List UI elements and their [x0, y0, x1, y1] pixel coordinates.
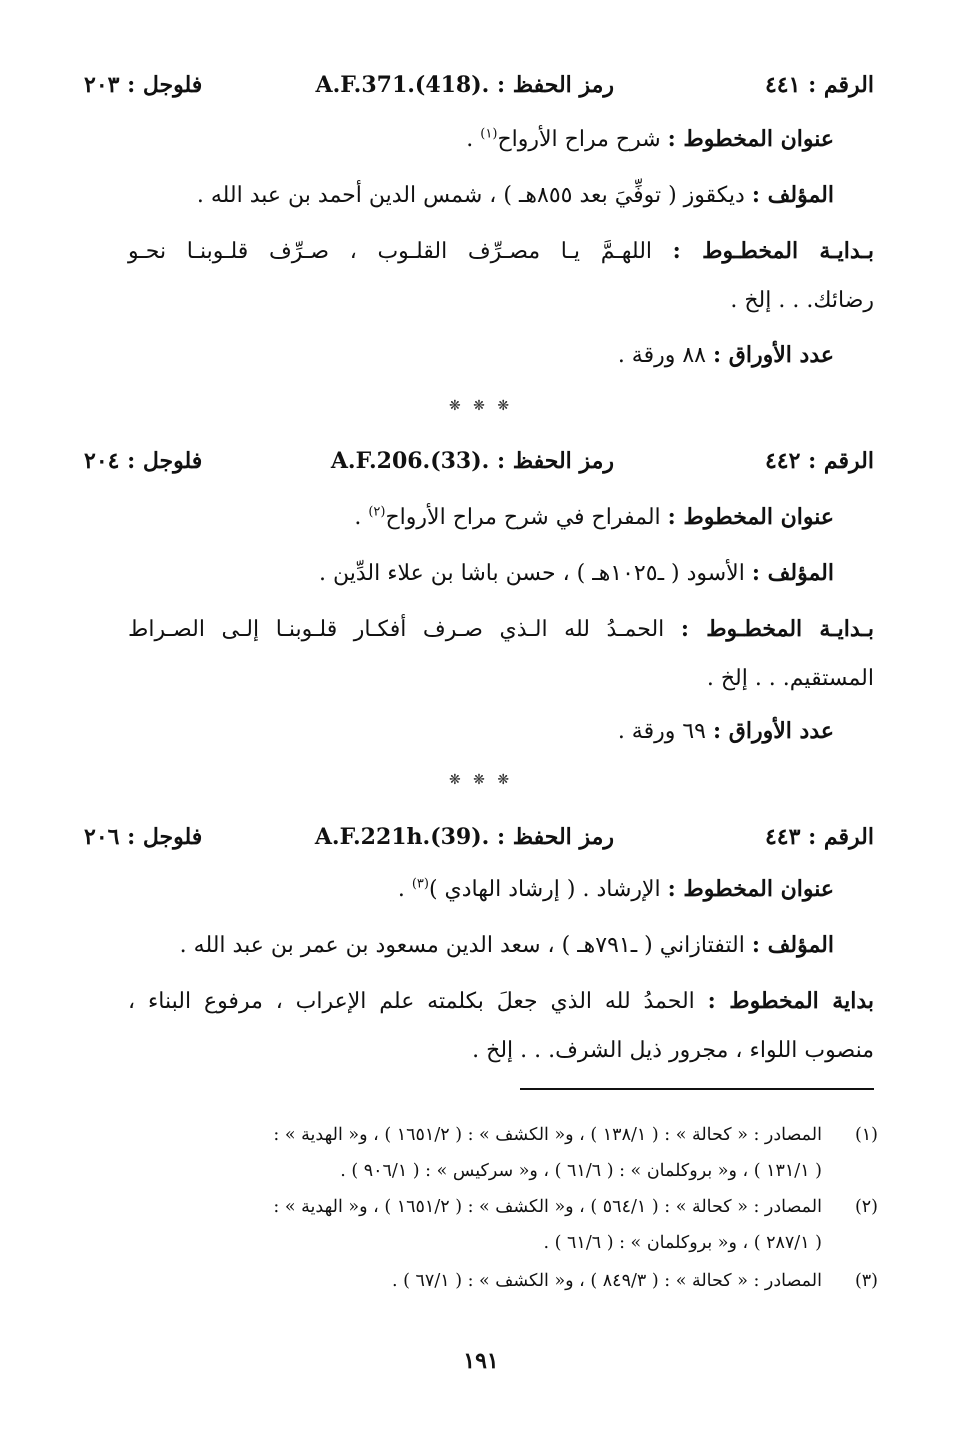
section-separator: ❋ ❋ ❋	[448, 772, 514, 788]
page-number: ١٩١	[463, 1348, 499, 1374]
manuscript-author: المؤلف : التفتازاني ( ـ٧٩١هـ ) ، سعد الدين مسعود بن عمر بن عبد الله .	[179, 932, 834, 958]
footnote-number: (٣)	[854, 1271, 878, 1291]
flugel-number: فلوجل : ٢٠٦	[84, 824, 203, 850]
manuscript-author: المؤلف : ديكقوز ( توفِّيَ بعد ٨٥٥هـ ) ، شمس الدين أحمد بن عبد الله .	[196, 182, 834, 208]
footnote-divider	[520, 1088, 874, 1090]
manuscript-beginning: بـدايـة المخطـوط : الحمـدُ لله الـذي صـرف أفكـار قلـوبنـا إلـى الصـراط	[128, 616, 874, 642]
footnote-text-cont: ( ٢٨٧/١ ) ، و« بروكلمان » : ( ٦١/٦ ) .	[543, 1233, 822, 1253]
section-separator: ❋ ❋ ❋	[448, 398, 514, 414]
flugel-number: فلوجل : ٢٠٤	[84, 448, 203, 474]
shelf-mark: رمز الحفظ : A.F.221h.(39).	[314, 824, 614, 850]
manuscript-beginning: بداية المخطوط : الحمدُ لله الذي جعلَ بكلمته علم الإعراب ، مرفوع البناء ،	[128, 988, 875, 1014]
footnote-number: (١)	[854, 1125, 878, 1145]
flugel-number: فلوجل : ٢٠٣	[84, 72, 203, 98]
manuscript-title: عنوان المخطوط : المفراح في شرح مراح الأرواح$^{(٢)}$ .	[354, 504, 834, 530]
entry-number: الرقم : ٤٤٣	[764, 824, 874, 850]
entry-number: الرقم : ٤٤٢	[764, 448, 874, 474]
footnote-number: (٢)	[854, 1197, 878, 1217]
manuscript-beginning-cont: منصوب اللواء ، مجرور ذيل الشرف. . . إلخ .	[472, 1038, 874, 1063]
shelf-mark: رمز الحفظ : A.F.206.(33).	[330, 448, 614, 474]
footnote-text: المصادر : « كحالة » : ( ٥٦٤/١ ) ، و« الكشف » : ( ١٦٥١/٢ ) ، و« الهدية » :	[273, 1197, 822, 1217]
entry-header	[84, 70, 874, 104]
footnote-text: المصادر : « كحالة » : ( ٨٤٩/٣ ) ، و« الكشف » : ( ٦٧/١ ) .	[392, 1271, 822, 1291]
manuscript-author: المؤلف : الأسود ( ـ١٠٢٥هـ ) ، حسن باشا بن علاء الدِّين .	[318, 560, 834, 586]
leaf-count: عدد الأوراق : ٦٩ ورقة .	[617, 718, 834, 744]
manuscript-beginning: بـدايـة المخطـوط : اللهـمَّ يـا مصـرِّف القلـوب ، صـرِّف قلـوبنـا نحـو	[128, 238, 874, 264]
entry-header	[84, 822, 874, 856]
footnote-text-cont: ( ١٣١/١ ) ، و« بروكلمان » : ( ٦١/٦ ) ، و« سركيس » : ( ٩٠٦/١ ) .	[340, 1161, 822, 1181]
entry-header	[84, 446, 874, 480]
manuscript-title: عنوان المخطوط : شرح مراح الأرواح$^{(١)}$ .	[466, 126, 834, 152]
entry-number: الرقم : ٤٤١	[764, 72, 874, 98]
shelf-mark: رمز الحفظ : A.F.371.(418).	[315, 72, 614, 98]
manuscript-beginning-cont: المستقيم. . . إلخ .	[706, 666, 874, 691]
leaf-count: عدد الأوراق : ٨٨ ورقة .	[617, 342, 834, 368]
manuscript-beginning-cont: رضائك. . . إلخ .	[730, 288, 874, 313]
footnote-text: المصادر : « كحالة » : ( ١٣٨/١ ) ، و« الكشف » : ( ١٦٥١/٢ ) ، و« الهدية » :	[273, 1125, 822, 1145]
manuscript-title: عنوان المخطوط : الإرشاد . ( إرشاد الهادي )$^{(٣)}$ .	[397, 876, 834, 902]
